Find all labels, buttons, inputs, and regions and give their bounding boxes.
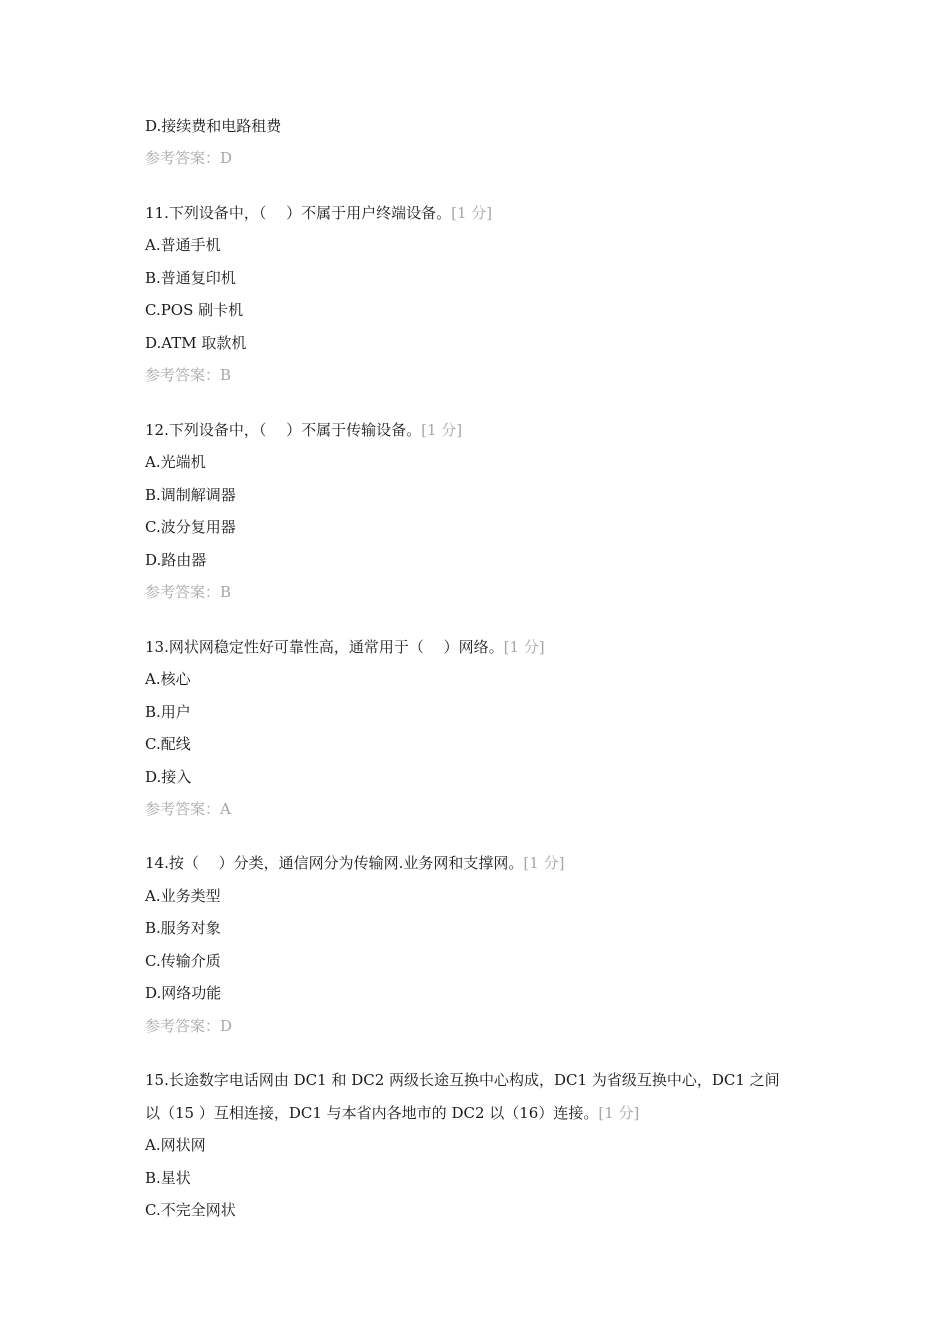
q14-question	[145, 853, 564, 873]
q15-stem-line2: 以（15 ）互相连接，DC1 与本省内各地市的 DC2 以（16）连接。	[145, 1104, 599, 1122]
q15-option-c: C.不完全网状	[145, 1201, 236, 1219]
q13-stem: 13.网状网稳定性好可靠性高，通常用于（ ）网络。	[145, 638, 504, 656]
q13-score: [1 分]	[503, 638, 545, 656]
q12-score: [1 分]	[421, 421, 463, 439]
q14-option-b: B.服务对象	[145, 919, 221, 937]
q11-score: [1 分]	[451, 204, 493, 222]
q13-question	[145, 637, 545, 657]
q10-answer: 参考答案：D	[145, 149, 233, 167]
q13-option-b: B.用户	[145, 703, 191, 721]
q13-option-c: C.配线	[145, 735, 191, 753]
q10-option-d: D.接续费和电路租费	[145, 117, 282, 135]
q11-option-d: D.ATM 取款机	[145, 334, 247, 352]
q15-stem-line1: 15.长途数字电话网由 DC1 和 DC2 两级长途互换中心构成，DC1 为省级互换中心，DC1 之间	[145, 1071, 780, 1089]
q13-option-d: D.接入	[145, 768, 192, 786]
q11-option-c: C.POS 刷卡机	[145, 301, 244, 319]
q12-stem: 12.下列设备中，（ ）不属于传输设备。	[145, 421, 422, 439]
q13-answer: 参考答案：A	[145, 800, 231, 818]
q12-option-c: C.波分复用器	[145, 518, 236, 536]
q12-option-a: A.光端机	[145, 453, 206, 471]
q12-option-d: D.路由器	[145, 551, 207, 569]
q11-question	[145, 203, 492, 223]
q14-score: [1 分]	[523, 854, 565, 872]
q14-option-d: D.网络功能	[145, 984, 222, 1002]
q14-stem: 14.按（ ）分类，通信网分为传输网.业务网和支撑网。	[145, 854, 524, 872]
q15-score: [1 分]	[598, 1104, 640, 1122]
q12-option-b: B.调制解调器	[145, 486, 236, 504]
q15-question-line2	[145, 1103, 639, 1123]
q14-option-a: A.业务类型	[145, 887, 221, 905]
q11-option-a: A.普通手机	[145, 236, 221, 254]
q11-stem: 11.下列设备中，（ ）不属于用户终端设备。	[145, 204, 452, 222]
q11-option-b: B.普通复印机	[145, 269, 236, 287]
q11-answer: 参考答案：B	[145, 366, 232, 384]
q14-answer: 参考答案：D	[145, 1017, 233, 1035]
q12-answer: 参考答案：B	[145, 583, 232, 601]
q15-option-b: B.星状	[145, 1169, 191, 1187]
q12-question	[145, 420, 462, 440]
q13-option-a: A.核心	[145, 670, 191, 688]
q15-option-a: A.网状网	[145, 1136, 206, 1154]
q14-option-c: C.传输介质	[145, 952, 221, 970]
